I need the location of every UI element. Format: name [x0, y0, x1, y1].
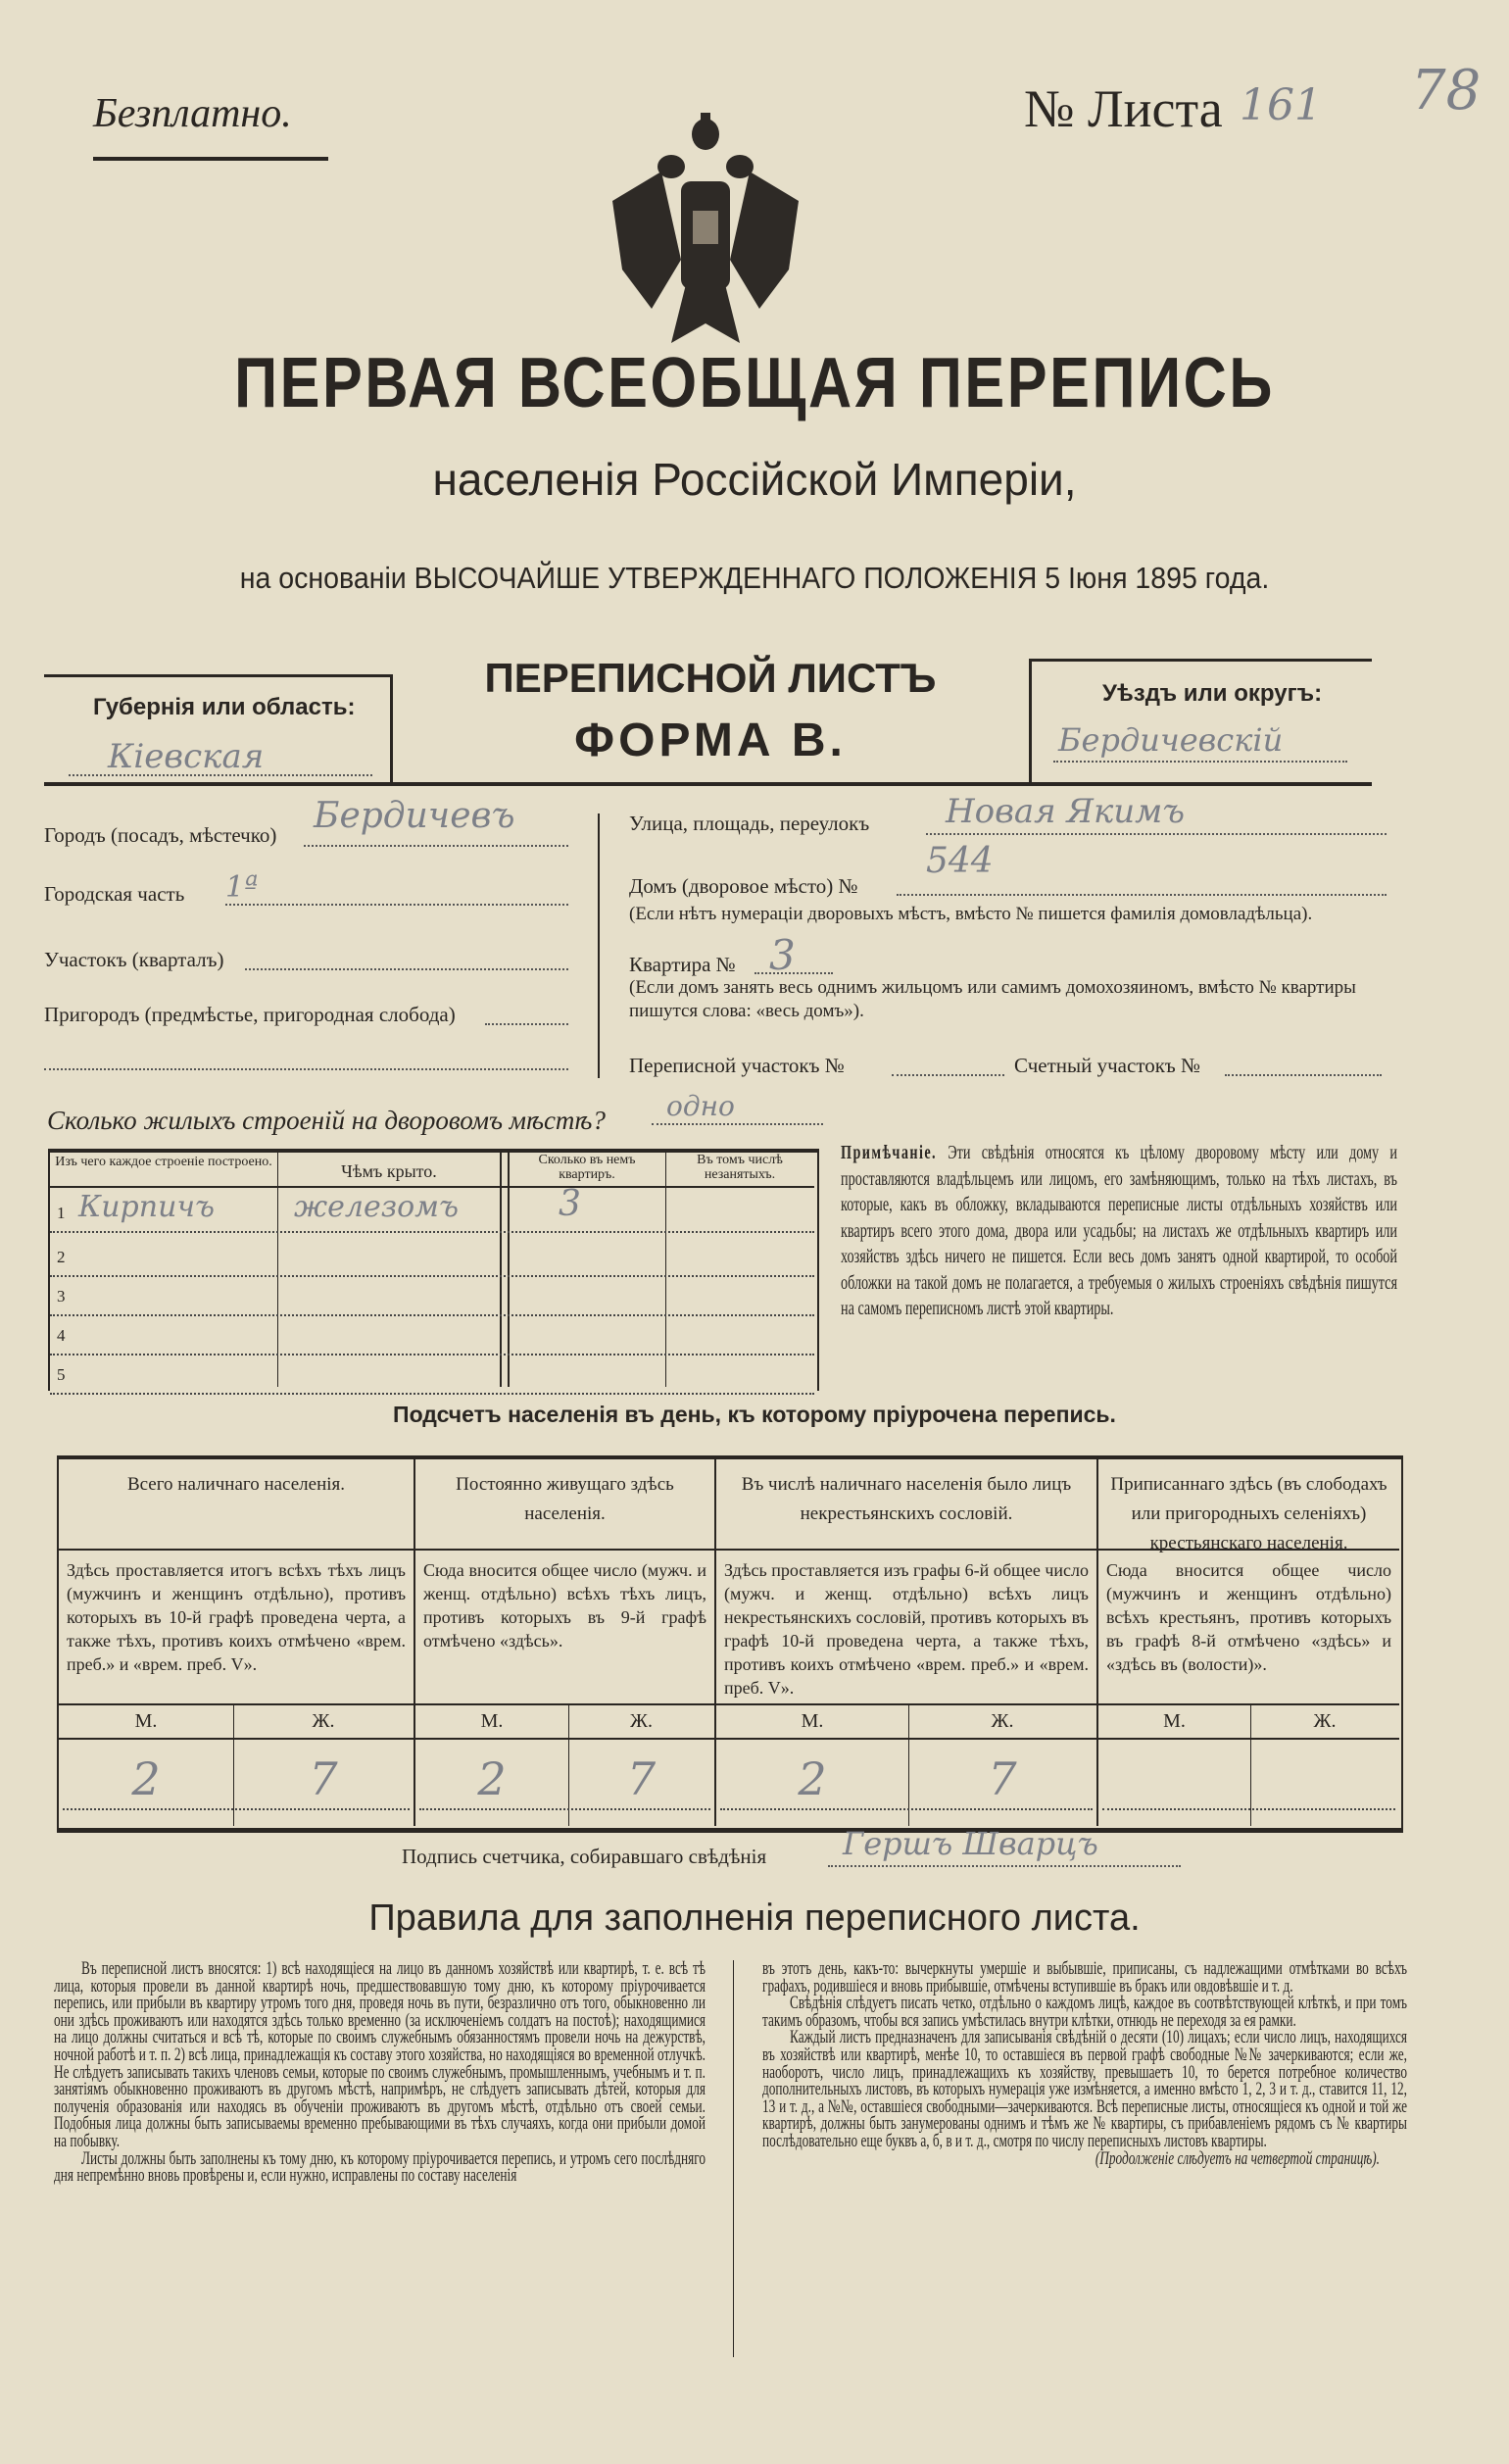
- value-dotted-line: [63, 1808, 410, 1810]
- count-column-desc: Здѣсь проставляется изъ графы 6-й общее число (мужч. и женщ. отдѣльно) всѣхъ лицъ некрестьянскихъ сословій, противъ которыхъ въ графѣ 10-й проведена черта, а также тѣхъ, противъ коихъ отмѣчено «врем. преб.» и «врем. преб. V».: [724, 1560, 1089, 1698]
- count-male-value: 2: [477, 1752, 507, 1805]
- form-type: ФОРМА В.: [574, 715, 847, 766]
- count-female-label: Ж.: [1313, 1710, 1337, 1732]
- signature-label: Подпись счетчика, собиравшаго свѣдѣнія: [402, 1845, 767, 1868]
- table-row-number: 1: [57, 1204, 66, 1222]
- rules-divider: [733, 1960, 734, 2357]
- row-rule: [59, 1738, 1399, 1740]
- buildings-answer-line: [652, 1123, 823, 1125]
- rules-right-paragraph-2: Свѣдѣнія слѣдуетъ писать четко, отдѣльно о каждомъ лицѣ, каждое въ соотвѣтствующей клѣткѣ, и при томъ такимъ образомъ, чтобы вся запись умѣстилась внутри клѣтки, отнюдь не переходя за ея рамки.: [762, 1993, 1407, 2031]
- buildings-header-material: Изъ чего каждое строеніе построено.: [55, 1155, 272, 1169]
- imperial-eagle-emblem: [603, 113, 808, 348]
- row-rule: [50, 1393, 814, 1395]
- street-line: [926, 833, 1387, 835]
- count-male-value: 2: [798, 1752, 827, 1805]
- signature-value: Гершъ Шварцъ: [843, 1825, 1098, 1862]
- sheet-number-label: № Листа: [1024, 79, 1223, 138]
- house-line: [897, 894, 1387, 896]
- value-dotted-line: [419, 1808, 710, 1810]
- buildings-question: Сколько жилыхъ строеній на дворовомъ мѣстѣ?: [47, 1106, 606, 1135]
- archive-number: 78: [1411, 59, 1482, 123]
- count-male-label: М.: [480, 1710, 504, 1732]
- census-basis: на основаніи ВЫСОЧАЙШЕ УТВЕРЖДЕННАГО ПОЛОЖЕНІЯ 5 Іюня 1895 года.: [239, 561, 1270, 595]
- buildings-header-apartments: Сколько въ немъ квартиръ.: [538, 1153, 636, 1182]
- count-male-value: 2: [131, 1752, 161, 1805]
- count-column-head: Всего наличнаго населенія.: [126, 1474, 346, 1495]
- table-row-number: 5: [57, 1365, 66, 1384]
- count-female-value: 7: [309, 1752, 338, 1805]
- count-female-label: Ж.: [991, 1710, 1014, 1732]
- suburb-label: Пригородъ (предмѣстье, пригородная слобода): [44, 1003, 456, 1026]
- city-part-value: 1ª: [225, 870, 259, 905]
- city-label: Городъ (посадъ, мѣстечко): [44, 823, 277, 847]
- street-value: Новая Якимъ: [946, 792, 1186, 831]
- house-label: Домъ (дворовое мѣсто) №: [629, 874, 858, 898]
- table-row-number: 3: [57, 1287, 66, 1306]
- rules-title: Правила для заполненія переписного листа.: [368, 1897, 1141, 1939]
- form-bottom-rule: [44, 782, 1372, 786]
- count-female-label: Ж.: [630, 1710, 653, 1732]
- count-column-desc: Здѣсь проставляется итогъ всѣхъ тѣхъ лицъ (мужчинъ и женщинъ отдѣльно), противъ которыхъ въ 10-й графѣ проведена черта, а также тѣхъ, противъ коихъ отмѣчено «врем. преб.» и «врем. преб. V».: [67, 1560, 406, 1674]
- count-male-label: М.: [801, 1710, 824, 1732]
- table-cell-roof: железомъ: [294, 1190, 460, 1224]
- city-part-line: [225, 904, 568, 906]
- count-female-value: 7: [626, 1752, 657, 1805]
- house-value: 544: [926, 841, 994, 881]
- form-name: ПЕРЕПИСНОЙ ЛИСТЪ: [484, 655, 937, 701]
- house-note: (Если нѣтъ нумераціи дворовыхъ мѣстъ, вмѣсто № пишется фамилія домовладѣльца).: [629, 904, 1313, 924]
- count-precinct-line: [1225, 1074, 1382, 1076]
- buildings-header-roof: Чѣмъ крыто.: [341, 1161, 437, 1181]
- rules-left-paragraph-2: Листы должны быть заполнены къ тому дню, къ которому пріурочивается перепись, и утромъ сего послѣдняго дня непремѣнно вновь провѣрены и, если нужно, исправлены по составу населенія: [54, 2147, 706, 2187]
- address-divider: [598, 813, 600, 1078]
- district-line: [1053, 761, 1347, 763]
- census-precinct-label: Переписной участокъ №: [629, 1054, 845, 1077]
- census-title: ПЕРВАЯ ВСЕОБЩАЯ ПЕРЕПИСЬ: [234, 344, 1275, 422]
- rules-right-column: [762, 1960, 1407, 2167]
- apartment-value: 3: [769, 931, 796, 979]
- rules-left-column: [54, 1960, 706, 2185]
- precinct-line: [245, 968, 568, 970]
- row-rule: [50, 1231, 814, 1233]
- count-column-desc: Сюда вносится общее число (мужч. и женщ. отдѣльно) всѣхъ тѣхъ лицъ, противъ которыхъ въ 9-й графѣ отмѣчено «здѣсь».: [423, 1560, 706, 1651]
- rules-right-paragraph-1: въ этотъ день, какъ-то: вычеркнуты умершіе и выбывшіе, приписаны, съ надлежащими отмѣтками во всѣхъ графахъ, родившіеся и вновь прибывшіе, отмѣчены вступившіе въ бракъ или овдовѣвшіе и т. д.: [762, 1958, 1407, 1996]
- sheet-number-value: 161: [1240, 80, 1322, 130]
- rules-continued: (Продолженіе слѣдуетъ на четвертой страницѣ).: [1095, 2147, 1380, 2169]
- district-value: Бердичевскій: [1058, 721, 1284, 759]
- city-line: [304, 845, 568, 847]
- province-line: [69, 774, 372, 776]
- count-column-desc: Сюда вносится общее число (мужчинъ и женщинъ отдѣльно) всѣхъ крестьянъ, противъ которыхъ въ графѣ 8-й отмѣчено «здѣсь» и «здѣсь въ (волости)».: [1106, 1560, 1391, 1674]
- province-label: Губернія или область:: [93, 694, 356, 720]
- census-subtitle: населенія Россійской Имперіи,: [432, 454, 1077, 505]
- count-female-value: 7: [988, 1752, 1017, 1805]
- count-column-head: Постоянно живущаго здѣсь населенія.: [456, 1474, 674, 1524]
- apartment-note: (Если домъ занять весь однимъ жильцомъ или самимъ домохозяиномъ, вмѣсто № квартиры пишутся слова: «весь домъ»).: [629, 977, 1356, 1021]
- count-male-label: М.: [1163, 1710, 1186, 1732]
- table-row-number: 4: [57, 1326, 66, 1345]
- row-rule: [50, 1314, 814, 1316]
- col-rule: [1096, 1457, 1098, 1826]
- row-rule: [50, 1275, 814, 1277]
- count-column-head: Приписаннаго здѣсь (въ слободахъ или пригородныхъ селеніяхъ) крестьянскаго населенія.: [1110, 1474, 1387, 1553]
- province-value: Кіевская: [108, 737, 265, 776]
- row-rule: [59, 1703, 1399, 1705]
- suburb-line: [485, 1023, 568, 1025]
- free-label: Безплатно.: [93, 91, 292, 136]
- city-part-label: Городская часть: [44, 882, 185, 906]
- row-rule: [50, 1354, 814, 1355]
- apartment-label: Квартира №: [629, 953, 736, 976]
- rules-left-paragraph-1: Въ переписной листъ вносятся: 1) всѣ находящіеся на лицо въ данномъ хозяйствѣ или квартирѣ, т. е. всѣ тѣ лица, которыя провели въ данной квартирѣ ночь, предшествовавшую тому дню, къ которому пріурочивается перепись, или прибыли въ квартиру утромъ того дня, проведя ночь въ пути, безразлично отъ того, обыкновенно ли они здѣсь проживаютъ или находятся здѣсь только временно (за исключеніемъ солдатъ на постоѣ); находящимися на лицо должны считаться и всѣ тѣ, которые по своимъ служебнымъ обязанностямъ провели ночь на дежурствѣ, ночной работѣ и т. п. 2) всѣ лица, принадлежащія къ составу этого хозяйства, но находящіяся во временной отлучкѣ. Не слѣдуетъ записывать такихъ членовъ семьи, которые по своимъ служебнымъ, промышленнымъ, учебнымъ и т. п. занятіямъ обыкновенно проживаютъ въ другомъ мѣстѣ, напримѣръ, не слѣдуетъ записывать дѣтей, которыя для полученія образованія или находясь въ обученіи проживаютъ въ другомъ мѣстѣ, отдѣльно отъ своей семьи. Подобныя лица должны быть записываемы временно пребывающими въ тѣхъ случаяхъ, когда они прибыли домой на побывку.: [54, 1958, 706, 2151]
- buildings-note: [841, 1140, 1397, 1322]
- count-female-label: Ж.: [312, 1710, 335, 1732]
- suburb-line-2: [44, 1068, 568, 1070]
- precinct-label: Участокъ (кварталъ): [44, 948, 224, 971]
- free-underline: [93, 157, 328, 161]
- buildings-note-text: Эти свѣдѣнія относятся къ цѣлому дворовому мѣсту или дому и проставляются владѣльцемъ или лицомъ, его замѣняющимъ, только на тѣхъ листахъ, въ которые, какъ въ обложку, вкладываются переписные листы отдѣльныхъ хозяйствъ или квартиръ всего этого дома, двора или усадьбы; на листахъ же отдѣльныхъ квартиръ или хозяйствъ здѣсь ничего не пишется. Если весь домъ занятъ одной квартирой, то особой обложки на такой домъ не полагается, а требуемыя о жилыхъ строеніяхъ свѣдѣнія пишутся на самомъ переписномъ листѣ этой квартиры.: [841, 1142, 1397, 1319]
- count-column-head: Въ числѣ наличнаго населенія было лицъ некрестьянскихъ сословій.: [741, 1474, 1072, 1524]
- table-cell-apartments: 3: [559, 1184, 581, 1224]
- header-rule: [50, 1186, 814, 1188]
- census-precinct-line: [892, 1074, 1004, 1076]
- buildings-answer: одно: [666, 1090, 735, 1122]
- box-rule: [1029, 659, 1372, 662]
- district-label: Уѣздъ или округъ:: [1102, 680, 1323, 707]
- rules-right-paragraph-3: Каждый листъ предназначенъ для записыванія свѣдѣній о десяти (10) лицахъ; если число лицъ, находящихся въ хозяйствѣ или квартирѣ, менѣе 10, то оставшіеся въ первой графѣ свободные №№ зачеркиваются; если же, наоборотъ, число лицъ, принадлежащихъ къ хозяйству, превышаетъ 10, то берется потребное количество дополнительныхъ листовъ, въ которыхъ нумерація уже измѣняется, а именно вмѣсто 1, 2, 3 и т. д., ставится 11, 12, 13 и т. д., а №№, оставшіеся свободными—зачеркиваются. Всѣ переписные листы, относящіеся къ одной и той же квартирѣ, должны быть занумерованы однимъ и тѣмъ же № квартиры, съ прибавленіемъ рядомъ съ № квартиры послѣдовательно еще буквъ а, б, в и т. д., смотря по числу переписныхъ листовъ квартиры.: [762, 2027, 1407, 2151]
- table-row-number: 2: [57, 1248, 66, 1266]
- signature-line: [828, 1865, 1181, 1867]
- box-rule: [44, 674, 392, 677]
- count-title: Подсчетъ населенія въ день, къ которому пріурочена перепись.: [393, 1402, 1116, 1427]
- value-dotted-line: [720, 1808, 1093, 1810]
- buildings-note-title: Примѣчаніе.: [841, 1142, 938, 1163]
- box-rule: [1029, 659, 1032, 784]
- value-dotted-line: [1102, 1808, 1395, 1810]
- table-cell-material: Кирпичъ: [78, 1190, 216, 1224]
- street-label: Улица, площадь, переулокъ: [629, 812, 870, 835]
- city-value: Бердичевъ: [314, 796, 515, 836]
- count-male-label: М.: [134, 1710, 158, 1732]
- buildings-header-vacant: Въ томъ числѣ незанятыхъ.: [697, 1153, 783, 1182]
- count-precinct-label: Счетный участокъ №: [1014, 1054, 1201, 1077]
